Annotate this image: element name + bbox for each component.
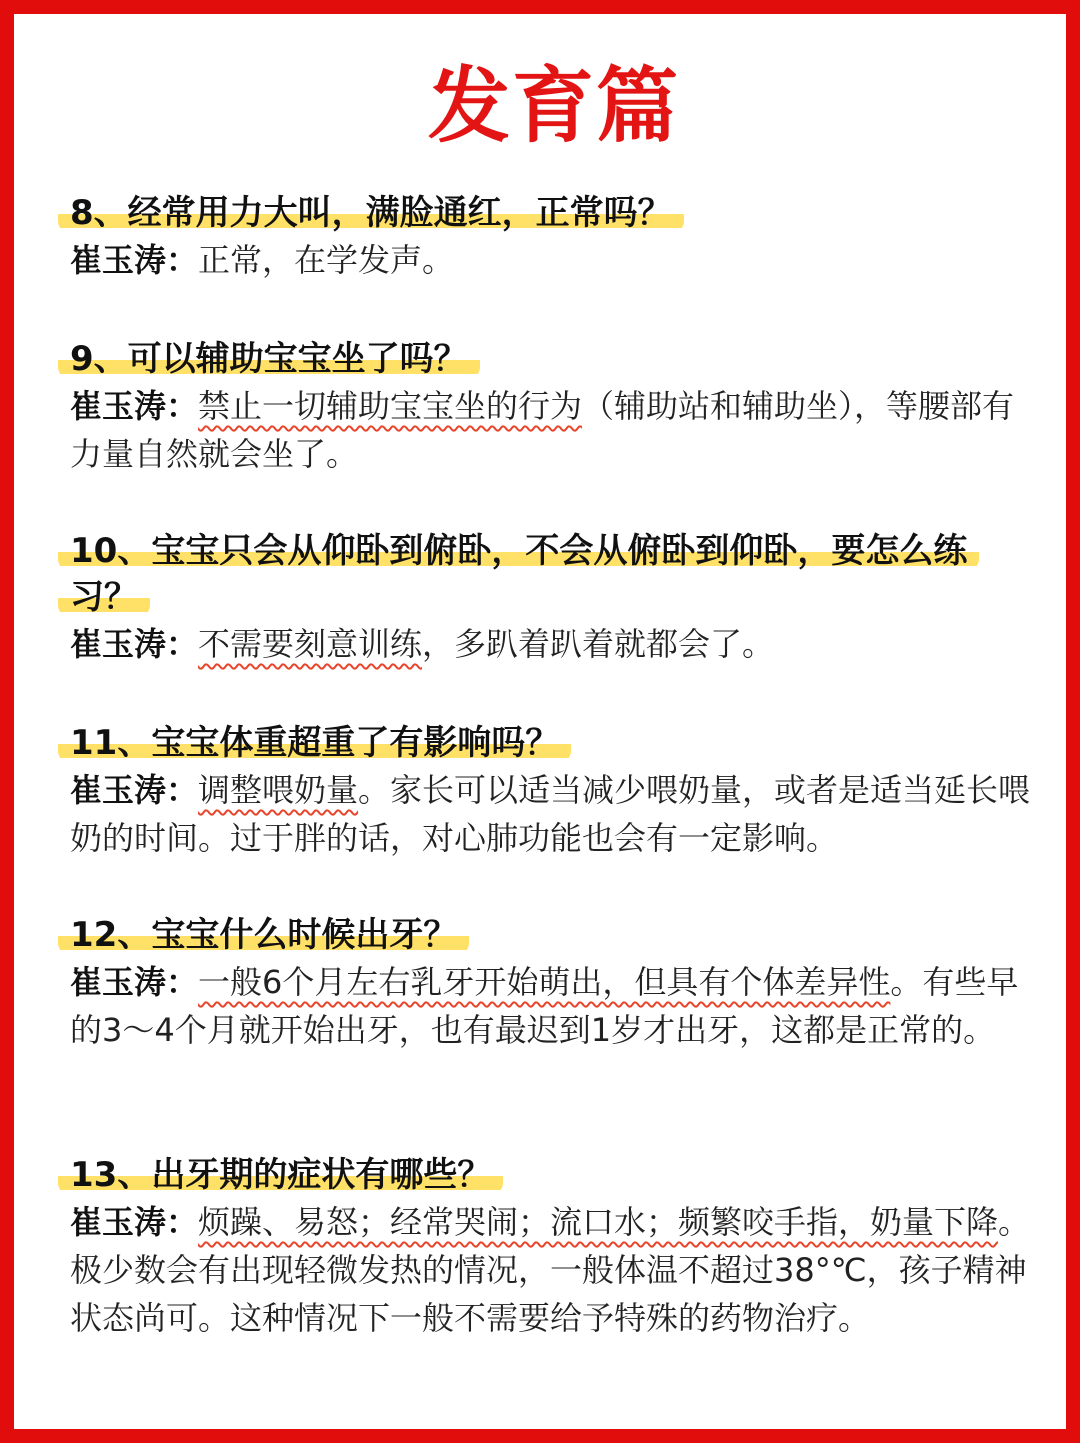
answer — [70, 382, 1040, 478]
question-text: 8、经常用力大叫，满脸通红，正常吗？ — [58, 193, 684, 233]
question — [70, 528, 1040, 620]
qa-item-9 — [70, 336, 1040, 478]
page-title: 发育篇 — [427, 59, 680, 154]
answer-text: 。极少数会有出现轻微发热的情况，一般体温不超过38°℃，孩子精神状态尚可。这种情况下一般不需要给予特殊的药物治疗。 — [70, 1203, 1031, 1337]
answer — [70, 766, 1040, 862]
question-text: 12、宝宝什么时候出牙？ — [58, 915, 469, 955]
question-text: 9、可以辅助宝宝坐了吗？ — [58, 339, 480, 379]
speaker-label: 崔玉涛： — [70, 625, 199, 663]
answer-text: 。家长可以适当减少喂奶量，或者是适当延长喂奶的时间。过于胖的话，对心肺功能也会有一定影响。 — [70, 771, 1031, 857]
answer — [70, 236, 1040, 284]
answer-text: 。有些早的3～4个月就开始出牙，也有最迟到1岁才出牙，这都是正常的。 — [70, 963, 1019, 1049]
answer — [70, 958, 1040, 1054]
answer-emphasis: 不需要刻意训练 — [198, 625, 423, 663]
speaker-label: 崔玉涛： — [70, 387, 199, 425]
question — [70, 720, 1040, 766]
qa-item-10 — [70, 528, 1040, 668]
answer — [70, 620, 1040, 668]
question — [70, 1152, 1040, 1198]
qa-item-12 — [70, 912, 1040, 1054]
qa-item-11 — [70, 720, 1040, 862]
speaker-label: 崔玉涛： — [70, 241, 199, 279]
question-text: 13、出牙期的症状有哪些？ — [58, 1155, 503, 1195]
answer-emphasis: 烦躁、易怒；经常哭闹；流口水；频繁咬手指，奶量下降 — [198, 1203, 999, 1241]
qa-item-8 — [70, 190, 1040, 284]
answer-emphasis: 一般6个月左右乳牙开始萌出，但具有个体差异性 — [198, 963, 891, 1001]
speaker-label: 崔玉涛： — [70, 963, 199, 1001]
speaker-label: 崔玉涛： — [70, 1203, 199, 1241]
answer-text: （辅助站和辅助坐），等腰部有力量自然就会坐了。 — [70, 387, 1015, 473]
answer-text: ，多趴着趴着就都会了。 — [422, 625, 775, 663]
answer-text: 正常，在学发声。 — [198, 241, 455, 279]
question — [70, 190, 1040, 236]
question-text: 10、宝宝只会从仰卧到俯卧，不会从俯卧到仰卧，要怎么练习？ — [58, 531, 979, 617]
speaker-label: 崔玉涛： — [70, 771, 199, 809]
answer-emphasis: 禁止一切辅助宝宝坐的行为 — [198, 387, 583, 425]
answer-emphasis: 调整喂奶量 — [198, 771, 359, 809]
answer — [70, 1198, 1040, 1342]
qa-item-13 — [70, 1152, 1040, 1342]
question-text: 11、宝宝体重超重了有影响吗？ — [58, 723, 571, 763]
question — [70, 912, 1040, 958]
question — [70, 336, 1040, 382]
